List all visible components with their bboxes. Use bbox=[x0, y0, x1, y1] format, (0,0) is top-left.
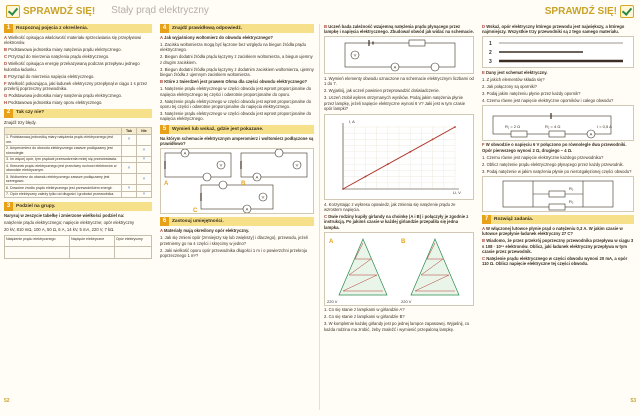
group-cell bbox=[5, 247, 70, 259]
question-item: 2. Natężenie prądu elektrycznego w części obwodu jest wprost proporcjonalne do oporu tej części i odwrotnie proporcjonalne do napięcia elektrycznego. bbox=[160, 98, 312, 110]
question-item: 1. Co się stanie z lampkami w girlandzie A? bbox=[324, 307, 405, 313]
table-row bbox=[5, 156, 152, 163]
lamp-icon bbox=[431, 63, 439, 71]
statement-cell: 1. Podstawową jednostką miary natężenia prądu elektrycznego jest om. bbox=[5, 134, 122, 145]
definition-item bbox=[4, 74, 152, 79]
garland-trees-svg bbox=[325, 233, 473, 305]
ammeter-letter: A bbox=[183, 150, 187, 156]
lamp-icon bbox=[203, 173, 211, 181]
section-4-qB: B Które z twierdzeń jest prawem Ohma dla części obwodu elektrycznego? bbox=[160, 79, 308, 85]
series-circuit-svg bbox=[483, 106, 633, 140]
left-column-2 bbox=[160, 24, 314, 260]
ammeter-letter: A bbox=[245, 206, 249, 212]
definition-item bbox=[4, 61, 152, 72]
table-row bbox=[5, 191, 152, 198]
resistor-1 bbox=[549, 191, 565, 197]
definition-item bbox=[4, 93, 152, 98]
lamp-icon bbox=[219, 181, 227, 189]
question-text: Które z twierdzeń jest prawem Ohma dla części obwodu elektrycznego? bbox=[164, 79, 308, 85]
section-5-question: Na którym schemacie elektrycznym amperomierz i woltomierz podłączone są prawidłowo? bbox=[160, 135, 314, 147]
question-item: 3. Podaj jakim natężeniu płynie przez każdy opornik? bbox=[482, 90, 581, 96]
wire-label-3: 3 bbox=[489, 59, 492, 66]
running-title: Stały prąd elektryczny bbox=[111, 5, 209, 16]
section-6-qA-items bbox=[160, 235, 314, 258]
tf-col-statement bbox=[5, 128, 122, 135]
section-3-intro: Narysuj w zeszycie tabelkę i zmierzone wielkości podziel na: bbox=[4, 213, 125, 219]
ammeter-letter: A bbox=[589, 131, 593, 137]
section-title: Rozwiąż zadania. bbox=[494, 216, 534, 222]
tree-label-b: B bbox=[401, 238, 406, 245]
tak-cell[interactable] bbox=[122, 174, 137, 185]
page-header bbox=[0, 0, 640, 22]
question-text: Dany jest schemat elektryczny. bbox=[485, 69, 548, 75]
tak-cell[interactable] bbox=[122, 156, 137, 163]
tree-label-a: A bbox=[329, 238, 334, 245]
tak-cell[interactable]: × bbox=[122, 134, 137, 145]
section-6-qB-items bbox=[324, 76, 474, 112]
r1-label: R₁ bbox=[569, 185, 574, 191]
definition-item bbox=[4, 35, 152, 46]
group-col-voltage: Napięcie elektryczne bbox=[70, 235, 115, 247]
question-text: Jak wyjaśniony woltomierz do obwodu elektrycznego? bbox=[164, 35, 273, 40]
section-7-qC: C Natężenie prądu elektrycznego w części obwodu wynosi 20 mA, a opór 110 Ω. Oblicz napięcie elektryczne tej części obwodu. bbox=[482, 256, 628, 267]
question-item: 3. Podaj natężenie w jakim natężenia płynie po nierozgałęzionej części obwodu? bbox=[482, 168, 632, 174]
statement-cell: 5. Woltomierz do obwodu elektrycznego zawsze podłączamy jest szeregowo. bbox=[5, 174, 122, 185]
tak-cell[interactable] bbox=[122, 145, 137, 156]
iv-ylabel: I, A bbox=[349, 118, 355, 124]
right-page bbox=[324, 24, 636, 406]
section-4-qB-items bbox=[160, 86, 314, 122]
resistor-1 bbox=[511, 131, 527, 137]
section-number: 2 bbox=[4, 109, 13, 118]
section-4-qA: A Jak wyjaśniony woltomierz do obwodu elektrycznego? bbox=[160, 35, 273, 40]
group-cell bbox=[114, 247, 151, 259]
section-number: 5 bbox=[160, 125, 169, 134]
section-4-qA-items bbox=[160, 42, 314, 78]
table-row bbox=[5, 174, 152, 185]
circuit-label-b: B bbox=[241, 181, 246, 188]
iv-xlabel: U, V bbox=[453, 189, 461, 195]
table-row bbox=[5, 134, 152, 145]
definition-item bbox=[4, 54, 152, 59]
question-item: 2. Co się stanie z lampkami w girlandzie B? bbox=[324, 314, 405, 320]
circuit-label-a: A bbox=[164, 181, 169, 188]
current-label: I = 0,5 A bbox=[597, 123, 612, 129]
statement-cell: 4. Kierunek prądu elektrycznego jest przeciwny ruchowi elektronów w obwodzie elektrycznym. bbox=[5, 163, 122, 174]
voltmeter-letter: V bbox=[295, 162, 299, 168]
item-letter: H bbox=[4, 100, 8, 106]
page-number-right: 53 bbox=[630, 398, 636, 404]
section-3-header bbox=[4, 202, 152, 211]
section-6-qC-items bbox=[324, 307, 474, 332]
tree-b-shape bbox=[411, 239, 459, 295]
section-title: Tak czy nie? bbox=[16, 110, 45, 116]
section-1-items bbox=[4, 35, 152, 106]
ammeter-letter: A bbox=[255, 174, 259, 180]
circuit-label-c: C bbox=[193, 208, 198, 214]
circuit-diagrams bbox=[160, 148, 314, 214]
question-item: 2. Wyjaśnij, jak uczeń powinien przeprowadzić doświadczenie. bbox=[324, 88, 440, 94]
question-item: 1. Zacisku woltomierza mogą być łączone bez względu na biegun źródła prądu elektrycznego. bbox=[160, 42, 306, 53]
item-text: Wielkość opisująca właściwość materiału sprzeciwiania się przepływowi elektronów. bbox=[4, 35, 142, 46]
section-6-qC: C Dwie rodziny kupiły girlandy na choinkę (A i B) i połączyły je zgodnie z instrukcją. Po jakimś czasie w każdej girlandzie przepaliła się jedna lampka. bbox=[324, 213, 469, 230]
tree-voltage-a: 220 V bbox=[327, 298, 338, 304]
question-text: Wiadomo, że przez przekrój poprzeczny przewodnika przepływa w ciągu 3 s 108 · 10¹⁹ elektronów. Oblicz, jaki ładunek elektryczny przepływa w tym czasie przez przewodnik. bbox=[482, 238, 634, 255]
question-item: 1. Czemu równe jest napięcie elektryczne każdego przewodnika? bbox=[482, 154, 604, 160]
item-letter: D bbox=[4, 61, 8, 67]
iv-graph bbox=[324, 114, 474, 200]
item-letter: F bbox=[4, 80, 7, 86]
lamp-circuit-wire bbox=[345, 43, 455, 67]
section-title: Podziel na grupy. bbox=[16, 204, 56, 210]
item-text: Przyrząd do mierzenia natężenia prądu elektrycznego. bbox=[8, 54, 110, 60]
tak-cell[interactable] bbox=[122, 191, 137, 198]
wires-svg bbox=[483, 37, 633, 67]
item-letter: G bbox=[4, 93, 8, 99]
section-6-qF: F W obwodzie o napięciu 6 V połączono po równolegle dwa przewodniki. Opór pierwszego wynosi 2 Ω, drugiego – 4 Ω. bbox=[482, 142, 627, 153]
rheostat-icon bbox=[409, 40, 425, 46]
section-2-header bbox=[4, 109, 152, 118]
r2-label: R₂ = 4 Ω bbox=[545, 123, 561, 129]
tree-a-shape bbox=[339, 239, 387, 295]
iv-graph-svg bbox=[325, 115, 473, 199]
section-2-intro: Znajdź trzy błędy. bbox=[4, 119, 37, 125]
nie-cell[interactable] bbox=[137, 134, 152, 145]
statement-cell: 6. Dowolne źródło prądu elektrycznego jest przewodnikiem energii. bbox=[5, 185, 122, 192]
question-item: 1. Wymień elementy obwodu oznaczone na schemacie elektrycznym liczbami od 1 do 7. bbox=[324, 75, 474, 87]
page-gutter bbox=[319, 24, 320, 410]
question-item: 1. Natężenie prądu elektrycznego w części obwodu jest wprost proporcjonalne do napięcia elektrycznego tej części i odwrotnie proporcjonalne do oporu. bbox=[160, 86, 312, 97]
item-text: Podstawowa jednostka miary natężenia prądu elektrycznego. bbox=[8, 47, 122, 53]
section-title: Rozpoznaj pojęcia z określenia. bbox=[16, 25, 88, 31]
section-6-qF-items bbox=[482, 155, 634, 174]
section-number: 1 bbox=[4, 24, 13, 33]
series-circuit-diagram bbox=[482, 105, 634, 141]
definition-item bbox=[4, 47, 152, 52]
lamp-circuit-svg bbox=[325, 37, 473, 73]
tak-cell[interactable]: × bbox=[122, 163, 137, 174]
section-6-qE-items bbox=[482, 77, 634, 103]
item-letter: E bbox=[4, 73, 7, 79]
nie-cell[interactable]: × bbox=[137, 174, 152, 185]
group-table bbox=[4, 235, 152, 259]
question-text: Uczeń bada zależność wzajemną natężenia prądu płynącego przez lampkę i napięcia elektrycznego. Zbudował obwód jak widać na schemacie. bbox=[324, 24, 474, 35]
item-letter: C bbox=[4, 54, 8, 60]
group-cell bbox=[70, 247, 115, 259]
section-6-qA: A Materiały mają określony opór elektryczny. bbox=[160, 228, 250, 234]
item-letter: B bbox=[4, 47, 8, 53]
definition-item bbox=[4, 81, 152, 92]
wire-label-1: 1 bbox=[489, 41, 492, 48]
definition-item bbox=[4, 100, 152, 105]
section-4-header bbox=[160, 24, 314, 33]
ammeter-letter: A bbox=[393, 64, 397, 70]
section-number: 3 bbox=[4, 202, 13, 211]
nie-cell[interactable] bbox=[137, 185, 152, 192]
question-text: Wskaż, opór elektryczny którego przewodu jest największy, a którego najmniejszy. Wszystkie trzy przewodniki są z tego samego materiału. bbox=[482, 24, 625, 35]
section-6-qE: E Dany jest schemat elektryczny. bbox=[482, 69, 548, 75]
right-column-2 bbox=[482, 24, 634, 268]
section-title: Zastosuj umiejętności. bbox=[172, 219, 224, 225]
question-text: Dwie rodziny kupiły girlandy na choinkę (A i B) i połączyły je zgodnie z instrukcją. Po jakimś czasie w każdej girlandzie przepaliła się jedna lampka. bbox=[324, 213, 469, 230]
group-col-resistance: Opór elektryczny bbox=[114, 235, 151, 247]
circuit-diagrams-svg bbox=[161, 149, 313, 213]
r2-label: R₂ bbox=[569, 198, 574, 204]
question-text: W obwodzie o napięciu 6 V połączono po równolegle dwa przewodniki. Opór pierwszego wynosi 2 Ω, drugiego – 4 Ω. bbox=[482, 142, 627, 153]
section-6-qD: D Wskaż, opór elektryczny którego przewodu jest największy, a którego najmniejszy. Wszystkie trzy przewodniki są z tego samego materiału. bbox=[482, 24, 625, 35]
r1-label: R₁ = 2 Ω bbox=[505, 123, 521, 129]
true-false-table bbox=[4, 127, 152, 198]
parallel-circuit-diagram bbox=[482, 176, 634, 212]
item-text: Podstawowa jednostka miary natężenia prądu elektrycznego. bbox=[8, 93, 123, 99]
item-text: Wielkość pokazująca, jaki ładunek elektryczny przepłynął w ciągu 1 s przez przekrój poprzeczny przewodnika. bbox=[4, 80, 148, 92]
question-item: 1. Z jakich elementów składa się? bbox=[482, 76, 545, 82]
voltmeter-letter: V bbox=[219, 162, 223, 168]
section-6-header bbox=[160, 217, 314, 226]
lamp-icon bbox=[275, 149, 283, 157]
tak-cell[interactable]: × bbox=[122, 185, 137, 192]
statement-cell: 7. Opór elektryczny zależy tylko od długości i grubości przewodnika. bbox=[5, 191, 122, 198]
parallel-circuit-svg bbox=[483, 177, 633, 211]
tree-voltage-b: 220 V bbox=[401, 298, 412, 304]
section-3-values: 20 kV, 810 mΩ, 100 A, 50 Ω, 6 A, 14 kV, 5 mA, 220 V, 7 kΩ. bbox=[4, 227, 115, 233]
nie-cell[interactable] bbox=[137, 163, 152, 174]
table-row bbox=[5, 145, 152, 156]
resistor-2 bbox=[549, 204, 565, 210]
question-item: 4. Czemu równe jest napięcie elektryczne oporników i całego obwodu? bbox=[482, 97, 614, 103]
question-item: 4. Korzystając z wykresu opowiedz, jak zmienia się natężenie prądu ze wzrostem napięcia. bbox=[324, 201, 456, 212]
lamp-circuit-diagram bbox=[324, 36, 474, 74]
item-letter: A bbox=[4, 35, 8, 40]
question-item: 2. Oblicz natężenie prądu elektrycznego płynącego przez każdy przewodnik. bbox=[482, 161, 624, 167]
section-title: Znajdź prawidłową odpowiedź. bbox=[172, 25, 243, 31]
section-number: 6 bbox=[160, 217, 169, 226]
header-right-title: SPRAWDŹ SIĘ! bbox=[544, 5, 617, 17]
statement-cell: 2. Amperomierz do obwodu elektrycznego zawsze podłączamy jest równolegle. bbox=[5, 145, 122, 156]
item-text: Wielkość opisująca energię przekazywaną podczas przepływu jednego kulomba ładunku. bbox=[4, 61, 140, 72]
question-item: 2. Jaki wielkość oporu opór przewodnika długości 1 m i o powierzchni przekroju poprzecznego 1 m²? bbox=[160, 247, 308, 259]
group-col-current: Natężenie prądu elektrycznego bbox=[5, 235, 70, 247]
statement-cell: 3. Im więcej opór, tym prądowi przewodzenia mniej się przeciwstawia. bbox=[5, 156, 122, 163]
garland-trees bbox=[324, 232, 474, 306]
section-3-categories: natężenie prądu elektrycznego; napięcie elektryczne; opór elektryczny bbox=[4, 220, 135, 226]
question-item: 2. Biegun dodatni źródła prądu łączymy z zaciskiem woltomierza, a biegun ujemny z drugim zaciskiem. bbox=[160, 54, 313, 65]
question-item: 3. Uczeń zrobił wykres otrzymanych wyników. Podaj jakim natężenia płynie przez lampkę, jeżeli napięcie elektryczne wynosi 6 V? Jaki jest w tym czasie opór lampki? bbox=[324, 95, 466, 112]
section-1-header bbox=[4, 24, 152, 33]
checkbox-icon bbox=[620, 5, 634, 18]
question-text: W włączonej lutowce płynie prąd o natężeniu 0,3 A. W jakim czasie w lutowce przepłynie ładunek elektryczny 27 C? bbox=[482, 225, 623, 237]
section-7-qA: A W włączonej lutowce płynie prąd o natężeniu 0,3 A. W jakim czasie w lutowce przepłynie ładunek elektryczny 27 C? bbox=[482, 225, 623, 237]
left-column-1 bbox=[4, 24, 152, 259]
question-item: 3. W kompletnie każdej girlandy jest po jednej lampce zapasowej. Wyjaśnij, co każda rodzina ma zrobić, żeby znaleźć i wymienić przepaloną lampkę. bbox=[324, 321, 470, 332]
wire-label-2: 2 bbox=[489, 50, 492, 57]
right-column-1 bbox=[324, 24, 474, 334]
section-7-qB: B Wiadomo, że przez przekrój poprzeczny przewodnika przepływa w ciągu 3 s 108 · 10¹⁹ elektronów. Oblicz, jaki ładunek elektryczny przepływa w tym czasie przez przewodnik. bbox=[482, 238, 634, 255]
nie-cell[interactable]: × bbox=[137, 191, 152, 198]
question-item: 2. Jak połączony są oporniki? bbox=[482, 83, 537, 89]
section-number: 4 bbox=[160, 24, 169, 33]
question-text: Materiały mają określony opór elektryczny. bbox=[164, 228, 250, 234]
wires-figure bbox=[482, 36, 634, 68]
page-number-left: 52 bbox=[4, 398, 10, 404]
tf-col-tak: Tak bbox=[122, 128, 137, 135]
question-item: 1. Jak się zmieni opór (zmniejszy się lub zwiększy) i dlaczego), przewodu, jeżeli przetniemy go na 4 części i skręcimy w jedno? bbox=[160, 235, 308, 246]
section-5-header bbox=[160, 125, 314, 134]
item-text: Podstawowa jednostka miary oporu elektrycznego. bbox=[8, 100, 103, 106]
left-page bbox=[4, 24, 316, 406]
section-7-header bbox=[482, 215, 634, 224]
header-right bbox=[545, 4, 634, 18]
question-item: 3. Natężenie prądu elektrycznego w części obwodu jest wprost proporcjonalne do napięcia elektrycznego. bbox=[160, 111, 312, 122]
question-text: Natężenie prądu elektrycznego w części obwodu wynosi 20 mA, a opór 110 Ω. Oblicz napięcie elektryczne tej części obwodu. bbox=[482, 256, 628, 267]
voltmeter-letter: V bbox=[261, 194, 265, 200]
section-title: Wymień lub wskaż, gdzie jest pokazane. bbox=[172, 126, 264, 132]
resistor-2 bbox=[549, 131, 565, 137]
section-number: 7 bbox=[482, 215, 491, 224]
table-row bbox=[5, 185, 152, 192]
section-6-qB: B Uczeń bada zależność wzajemną natężenia prądu płynącego przez lampkę i napięcia elektrycznego. Zbudował obwód jak widać na schemacie. bbox=[324, 24, 474, 35]
question-item: 3. Biegun dodatni źródła prądu łączymy z dodatnim zaciskiem woltomierza, ujemny biegun źródła z ujemnym zaciskiem woltomierza. bbox=[160, 66, 314, 78]
tf-col-nie: Nie bbox=[137, 128, 152, 135]
voltmeter-letter: V bbox=[353, 52, 357, 58]
nie-cell[interactable]: × bbox=[137, 145, 152, 156]
table-row bbox=[5, 163, 152, 174]
header-left-title: SPRAWDŹ SIĘ! bbox=[23, 5, 96, 17]
item-text: Przyrząd do mierzenia napięcia elektrycznego. bbox=[7, 73, 95, 79]
nie-cell[interactable]: × bbox=[137, 156, 152, 163]
